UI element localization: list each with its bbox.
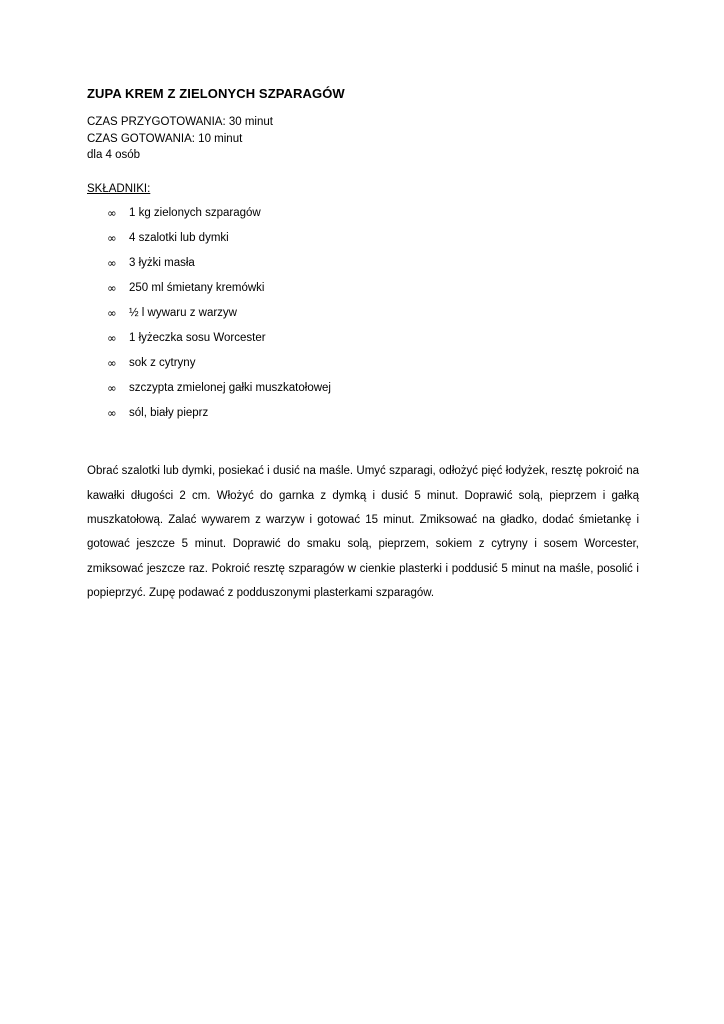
ingredient-text: ½ l wywaru z warzyw: [129, 306, 237, 319]
list-item: [87, 355, 639, 380]
list-item: [87, 205, 639, 230]
ingredient-text: 1 łyżeczka sosu Worcester: [129, 331, 266, 344]
ingredients-heading: SKŁADNIKI:: [87, 182, 151, 195]
list-item: [87, 255, 639, 280]
infinity-bullet-icon: ∞: [107, 305, 117, 320]
list-item: [87, 305, 639, 330]
list-item: [87, 405, 639, 430]
infinity-bullet-icon: ∞: [107, 205, 117, 220]
prep-time: CZAS PRZYGOTOWANIA: 30 minut: [87, 116, 273, 128]
infinity-bullet-icon: ∞: [107, 280, 117, 295]
ingredient-text: szczypta zmielonej gałki muszkatołowej: [129, 382, 331, 395]
ingredient-text: 3 łyżki masła: [129, 256, 195, 269]
list-item: [87, 280, 639, 305]
cook-time: CZAS GOTOWANIA: 10 minut: [87, 132, 243, 145]
ingredient-text: 250 ml śmietany kremówki: [129, 281, 265, 294]
infinity-bullet-icon: ∞: [107, 330, 117, 345]
ingredient-text: 1 kg zielonych szparagów: [129, 206, 261, 219]
ingredient-text: sok z cytryny: [129, 357, 196, 370]
ingredient-text: 4 szalotki lub dymki: [129, 231, 229, 244]
list-item: [87, 380, 639, 405]
document-page: [87, 86, 639, 605]
recipe-title: ZUPA KREM Z ZIELONYCH SZPARAGÓW: [87, 86, 345, 101]
list-item: [87, 230, 639, 255]
ingredients-list: [87, 205, 639, 431]
ingredient-text: sól, biały pieprz: [129, 407, 209, 420]
servings: dla 4 osób: [87, 149, 141, 161]
infinity-bullet-icon: ∞: [107, 356, 117, 371]
infinity-bullet-icon: ∞: [107, 230, 117, 245]
infinity-bullet-icon: ∞: [107, 381, 117, 396]
infinity-bullet-icon: ∞: [107, 406, 117, 421]
list-item: [87, 330, 639, 355]
infinity-bullet-icon: ∞: [107, 255, 117, 270]
instructions-paragraph: Obrać szalotki lub dymki, posiekać i dusić na maśle. Umyć szparagi, odłożyć pięć łodyżek, resztę pokroić na kawałki długości 2 cm. Włożyć do garnka z dymką i dusić 5 minut. Doprawić solą, pieprzem i gałką muszkatołową. Zalać wywarem z warzyw i gotować 15 minut. Zmiksować na gładko, dodać śmietankę i gotować jeszcze 5 minut. Doprawić do smaku solą, pieprzem, sokiem z cytryny i sosem Worcester, zmiksować jeszcze raz. Pokroić resztę szparagów w cienkie plasterki i poddusić 5 minut na maśle, posolić i popieprzyć. Zupę podawać z podduszonymi plasterkami szparagów.: [87, 465, 639, 599]
